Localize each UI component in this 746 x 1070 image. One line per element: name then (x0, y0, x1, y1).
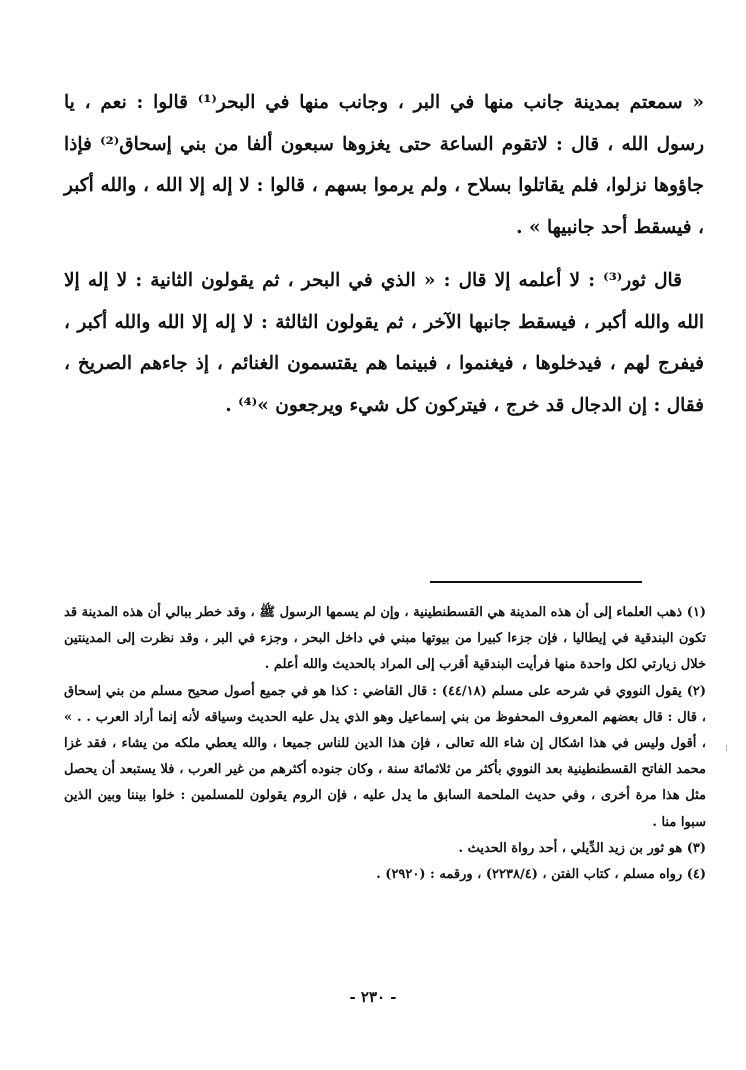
footnote: (٤) رواه مسلم ، كتاب الفتن ، (٢٢٣٨/٤) ، ورقمه : (٢٩٢٠) . (376, 867, 706, 883)
paragraph: « سمعتم بمدينة جانب منها في البر ، وجانب منها في البحر⁽¹⁾ قالوا : نعم ، يا رسول الله ، قال : لاتقوم الساعة حتى يغزوها سبعون ألفا من بني إسحاق⁽²⁾ فإذا جاؤوها نزلوا، فلم يقاتلوا بسلاح ، ولم يرموا بسهم ، قالوا : لا إله إلا الله ، والله أكبر ، فيسقط أحد جانبيها » . (64, 92, 705, 238)
footnote: (٢) يقول النووي في شرحه على مسلم (٤٤/١٨) : قال القاضي : كذا هو في جميع أصول صحيح مسلم من بني إسحاق ، قال : قال بعضهم المعروف المحفوظ من بني إسماعيل وهو الذي يدل عليه الحديث وسياقه لأنه إنما أراد العرب . . » ، أقول وليس في هذا اشكال إن شاء الله تعالى ، فإن هذا الدين للناس جميعا ، والله يعطي ملكه من يشاء ، فقد غزا محمد الفاتح القسطنطينية بعد النووي بأكثر من ثلاثمائة سنة ، وكان جنوده أكثرهم من غير العرب ، فلا يستبعد أن يحصل مثل هذا مرة أخرى ، وفي حديث الملحمة السابق ما يدل عليه ، فإن الروم يقولون للمسلمين : خلوا بيننا وبين الذين سبوا منا . (64, 683, 706, 830)
footnote: (٣) هو ثور بن زيد الدِّيلي ، أحد رواة الحديث . (458, 840, 706, 856)
main-text (64, 82, 704, 426)
scan-mark: ⁝ (725, 744, 728, 754)
paragraph: قال ثور⁽³⁾ : لا أعلمه إلا قال : « الذي في البحر ، ثم يقولون الثانية : لا إله إلا الله والله أكبر ، فيسقط جانبها الآخر ، ثم يقولون الثالثة : لا إله إلا الله والله أكبر ، فيفرج لهم ، فيدخلوها ، فيغنموا ، فبينما هم يقتسمون الغنائم ، إذ جاءهم الصريخ ، فقال : إن الدجال قد خرج ، فيتركون كل شيء ويرجعون »⁽⁴⁾ . (64, 270, 704, 416)
footnote-separator (430, 581, 642, 583)
page-number: - ٢٣٠ - (349, 988, 397, 1006)
footnote: (١) ذهب العلماء إلى أن هذه المدينة هي القسطنطينية ، وإن لم يسمها الرسول ﷺ ، وقد خطر ببالي أن هذه المدينة قد تكون البندقية في إيطاليا ، فإن جزءا كبيرا من بيوتها مبني في داخل البحر ، وجزء في البر ، وقد نظرت إلى المدينتين خلال زيارتي لكل واحدة منها فرأيت البندقية أقرب إلى المراد بالحديث والله أعلم . (64, 605, 706, 673)
footnotes (64, 600, 706, 888)
